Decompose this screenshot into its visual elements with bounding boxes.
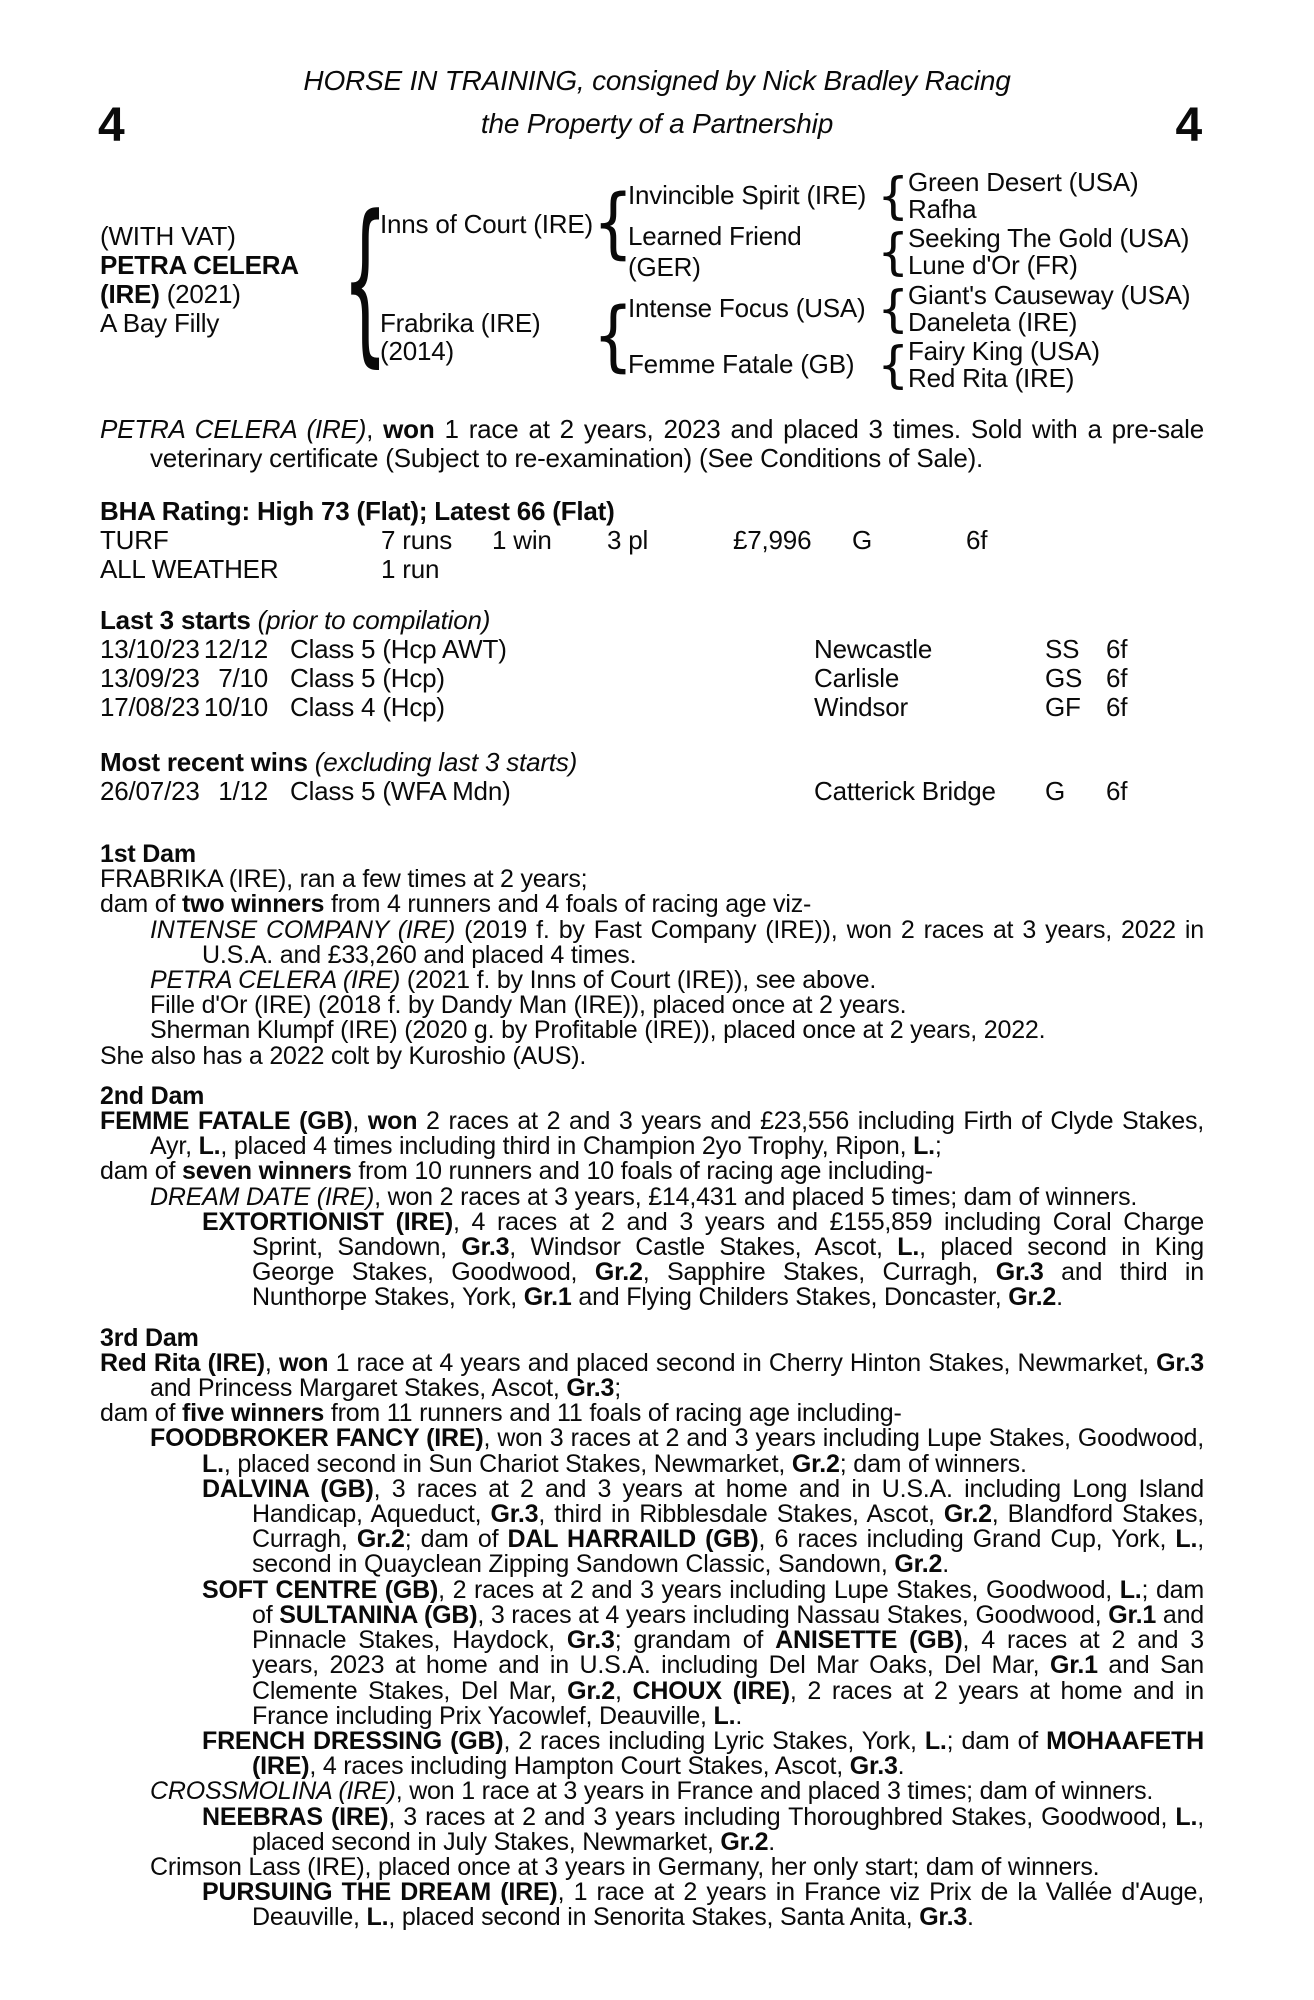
distance-value (966, 555, 1204, 584)
dam-paragraph: Sherman Klumpf (IRE) (2020 g. by Profitable (IRE)), placed once at 2 years, 2022. (150, 1016, 1046, 1045)
race-going: GF (1045, 692, 1081, 722)
race-position: 7/10 (218, 663, 268, 693)
dam-paragraph: PURSUING THE DREAM (IRE), 1 race at 2 years in France viz Prix de la Vallée d'Auge, Deauville, L., placed second in Senorita Stakes, Santa Anita, Gr.3. (202, 1878, 1205, 1932)
sire-sire-branch (628, 168, 1189, 224)
dam-paragraph: NEEBRAS (IRE), 3 races at 2 and 3 years including Thoroughbred Stakes, Goodwood, L., placed second in July Stakes, Newmarket, Gr.2. (202, 1802, 1204, 1856)
race-date: 26/07/23 (100, 776, 200, 806)
race-record-intro: PETRA CELERA (IRE), won 1 race at 2 years, 2023 and placed 3 times. Sold with a pre-sale veterinary certificate (Subject to re-examination) (See Conditions of Sale). (100, 414, 1204, 473)
dam-dam-brace: { (877, 335, 909, 394)
consignor-line: HORSE IN TRAINING, consigned by Nick Bradley Racing (303, 65, 1011, 96)
dam-paragraph: Fille d'Or (IRE) (2018 f. by Dandy Man (IRE)), placed once at 2 years. (150, 991, 907, 1020)
race-class: Class 5 (WFA Mdn) (290, 776, 511, 806)
earnings-value: £7,996 (733, 525, 812, 555)
wins-value: 1 win (492, 525, 552, 555)
dam-paragraph: FRENCH DRESSING (GB), 2 races including Lyric Stakes, York, L.; dam of MOHAAFETH (IRE), 4 races including Hampton Court Stakes, Ascot, Gr.3. (202, 1726, 1204, 1781)
sire-dam-name: Learned Friend (GER) (628, 220, 802, 282)
sire-sire-name: Invincible Spirit (IRE) (628, 180, 867, 210)
dam-heading: 3rd Dam (100, 1323, 199, 1352)
subject-description: A Bay Filly (100, 308, 220, 338)
runs-value: 7 runs (381, 525, 453, 555)
dam-paragraph: INTENSE COMPANY (IRE) (2019 f. by Fast Company (IRE)), won 2 races at 3 years, 2022 in U.S.A. and £33,260 and placed 4 times. (150, 915, 1204, 969)
dam-paragraph: DREAM DATE (IRE), won 2 races at 3 years, £14,431 and placed 5 times; dam of winners. (150, 1182, 1138, 1211)
race-course: Newcastle (814, 634, 933, 664)
lot-number-left: 4 (98, 99, 125, 152)
runs-value: 1 run (381, 554, 440, 584)
subject-block (100, 167, 350, 393)
race-distance: 6f (1106, 692, 1128, 722)
bha-rating-section (100, 497, 1204, 584)
distance-value: 6f (966, 525, 988, 555)
sire-dam-brace: { (877, 222, 909, 281)
stats-row-turf (100, 526, 1204, 555)
race-position: 10/10 (203, 692, 268, 722)
ancestor-name: Fairy King (USA) (908, 335, 1100, 366)
subject-year: (2021) (166, 279, 241, 309)
sire-sire-brace: { (877, 166, 909, 225)
stats-row-all-weather (100, 555, 1204, 584)
last-starts-section (100, 606, 1204, 722)
dam-paragraph: FOODBROKER FANCY (IRE), won 3 races at 2 and 3 years including Lupe Stakes, Goodwood, L., placed second in Sun Chariot Stakes, Newmarket, Gr.2; dam of winners. (150, 1424, 1204, 1478)
earnings-value (733, 555, 852, 584)
race-date: 17/08/23 (100, 692, 200, 722)
dam-paragraph: FEMME FATALE (GB), won 2 races at 2 and 3 years and £23,556 including Firth of Clyde Stakes, Ayr, L., placed 4 times including third in Champion 2yo Trophy, Ripon, L.; (100, 1107, 1204, 1161)
dam-paragraph: dam of two winners from 4 runners and 4 foals of racing age viz- (100, 890, 812, 919)
race-position: 12/12 (203, 634, 268, 664)
race-row (100, 777, 1204, 806)
bha-rating-heading: BHA Rating: High 73 (Flat); Latest 66 (Flat) (100, 496, 615, 526)
dam-paragraph: dam of five winners from 11 runners and 11 foals of racing age including- (100, 1399, 902, 1428)
race-course: Windsor (814, 692, 908, 722)
race-class: Class 5 (Hcp) (290, 663, 445, 693)
ancestor-name: Red Rita (IRE) (908, 362, 1075, 393)
dam-branch (380, 280, 1190, 393)
dam-paragraph: DALVINA (GB), 3 races at 2 and 3 years at home and in U.S.A. including Long Island Handicap, Aqueduct, Gr.3, third in Ribblesdale Stakes, Ascot, Gr.2, Blandford Stakes, Curragh, Gr.2; dam of DAL HARRAILD (GB), 6 races including Grand Cup, York, L., second in Quayclean Zipping Sandown Classic, Sandown, Gr.2. (202, 1474, 1205, 1579)
subject-country-year (100, 280, 350, 309)
surface-label: TURF (100, 525, 169, 555)
dam-paragraph: dam of seven winners from 10 runners and 10 foals of racing age including- (100, 1157, 933, 1186)
property-line: the Property of a Partnership (480, 108, 834, 139)
race-row (100, 664, 1204, 693)
ancestor-name: Seeking The Gold (USA) (908, 222, 1190, 253)
race-class: Class 4 (Hcp) (290, 692, 445, 722)
ancestor-name: Rafha (908, 193, 977, 224)
vat-note: (WITH VAT) (100, 221, 236, 251)
dam-heading: 1st Dam (100, 840, 196, 868)
subject-name: PETRA CELERA (100, 250, 299, 280)
dam-dam-branch (628, 337, 1190, 393)
race-distance: 6f (1106, 776, 1128, 806)
dam-paragraph: EXTORTIONIST (IRE), 4 races at 2 and 3 years and £155,859 including Coral Charge Sprint, Sandown, Gr.3, Windsor Castle Stakes, Ascot, L., placed second in King George Stakes, Goodwood, Gr.2, Sapphire Stakes, Curragh, Gr.3 and third in Nunthorpe Stakes, York, Gr.1 and Flying Childers Stakes, Doncaster, Gr.2. (202, 1207, 1204, 1312)
race-going: SS (1045, 634, 1080, 664)
section-subtitle: (excluding last 3 starts) (307, 747, 578, 777)
dam-paragraph: PETRA CELERA (IRE) (2021 f. by Inns of Court (IRE)), see above. (150, 966, 877, 995)
dam-sire-brace: { (877, 279, 909, 338)
dam-paragraph: SOFT CENTRE (GB), 2 races at 2 and 3 years including Lupe Stakes, Goodwood, L.; dam of SULTANINA (GB), 3 races at 4 years including Nassau Stakes, Goodwood, Gr.1 and Pinnacle Stakes, Haydock, Gr.3; grandam of ANISETTE (GB), 4 races at 2 and 3 years, 2023 at home and in U.S.A. including Del Mar Oaks, Del Mar, Gr.1 and San Clemente Stakes, Del Mar, Gr.2, CHOUX (IRE), 2 races at 2 years at home and in France including Prix Yacowlef, Deauville, L.. (202, 1575, 1205, 1730)
race-course: Carlisle (814, 663, 900, 693)
section-title: Last 3 starts (100, 605, 251, 635)
race-going: G (1045, 776, 1066, 806)
lot-number-right: 4 (1175, 99, 1202, 152)
going-value (852, 555, 966, 584)
pedigree-table (100, 167, 1314, 393)
race-row (100, 635, 1204, 664)
race-course: Catterick Bridge (814, 776, 996, 806)
last-starts-heading (100, 606, 1204, 635)
race-position: 1/12 (218, 776, 268, 806)
section-subtitle: (prior to compilation) (250, 605, 491, 635)
pedigree-main-brace: { (342, 177, 388, 383)
ancestor-name: Lune d'Or (FR) (908, 249, 1078, 280)
dam-dam-name: Femme Fatale (GB) (628, 349, 855, 379)
sire-brace: { (592, 179, 634, 268)
going-value: G (852, 525, 873, 555)
subject-country: (IRE) (100, 279, 160, 309)
pedigree-generations (380, 167, 1190, 393)
race-distance: 6f (1106, 634, 1128, 664)
surface-label: ALL WEATHER (100, 554, 279, 584)
sire-branch (380, 167, 1190, 280)
sire-name: Inns of Court (IRE) (380, 208, 593, 239)
race-distance: 6f (1106, 663, 1128, 693)
dam-sire-branch (628, 281, 1190, 337)
places-value (607, 555, 733, 584)
sire-dam-branch (628, 220, 1190, 282)
dam-paragraph: Crimson Lass (IRE), placed once at 3 years in Germany, her only start; dam of winners. (150, 1852, 1100, 1881)
dam-paragraph: Red Rita (IRE), won 1 race at 4 years and placed second in Cherry Hinton Stakes, Newmarket, Gr.3 and Princess Margaret Stakes, Ascot, Gr.3; (100, 1348, 1204, 1403)
ancestor-name: Giant's Causeway (USA) (908, 279, 1191, 310)
ancestor-name: Green Desert (USA) (908, 166, 1139, 197)
race-row (100, 693, 1204, 722)
race-date: 13/09/23 (100, 663, 200, 693)
dam-paragraph: She also has a 2022 colt by Kuroshio (AUS). (100, 1041, 587, 1070)
race-date: 13/10/23 (100, 634, 200, 664)
dam-year: (2014) (380, 335, 454, 366)
page-body (100, 415, 1204, 1931)
race-going: GS (1045, 663, 1083, 693)
dam-section-2 (100, 1081, 1204, 1312)
dam-section-3 (100, 1323, 1205, 1932)
dam-brace: { (592, 292, 634, 381)
recent-wins-heading (100, 748, 1204, 777)
race-class: Class 5 (Hcp AWT) (290, 634, 507, 664)
page-header (0, 0, 1314, 141)
section-title: Most recent wins (100, 747, 308, 777)
wins-value (492, 555, 607, 584)
ancestor-name: Daneleta (IRE) (908, 306, 1078, 337)
dam-heading: 2nd Dam (100, 1081, 205, 1110)
dam-paragraph: CROSSMOLINA (IRE), won 1 race at 3 years in France and placed 3 times; dam of winners. (150, 1777, 1154, 1806)
dam-name: Frabrika (IRE) (2014) (380, 309, 598, 365)
dam-section-1 (100, 842, 1204, 1069)
places-value: 3 pl (607, 525, 649, 555)
dam-paragraph: FRABRIKA (IRE), ran a few times at 2 years; (100, 865, 588, 894)
dam-sire-name: Intense Focus (USA) (628, 293, 866, 323)
recent-wins-section (100, 748, 1204, 806)
